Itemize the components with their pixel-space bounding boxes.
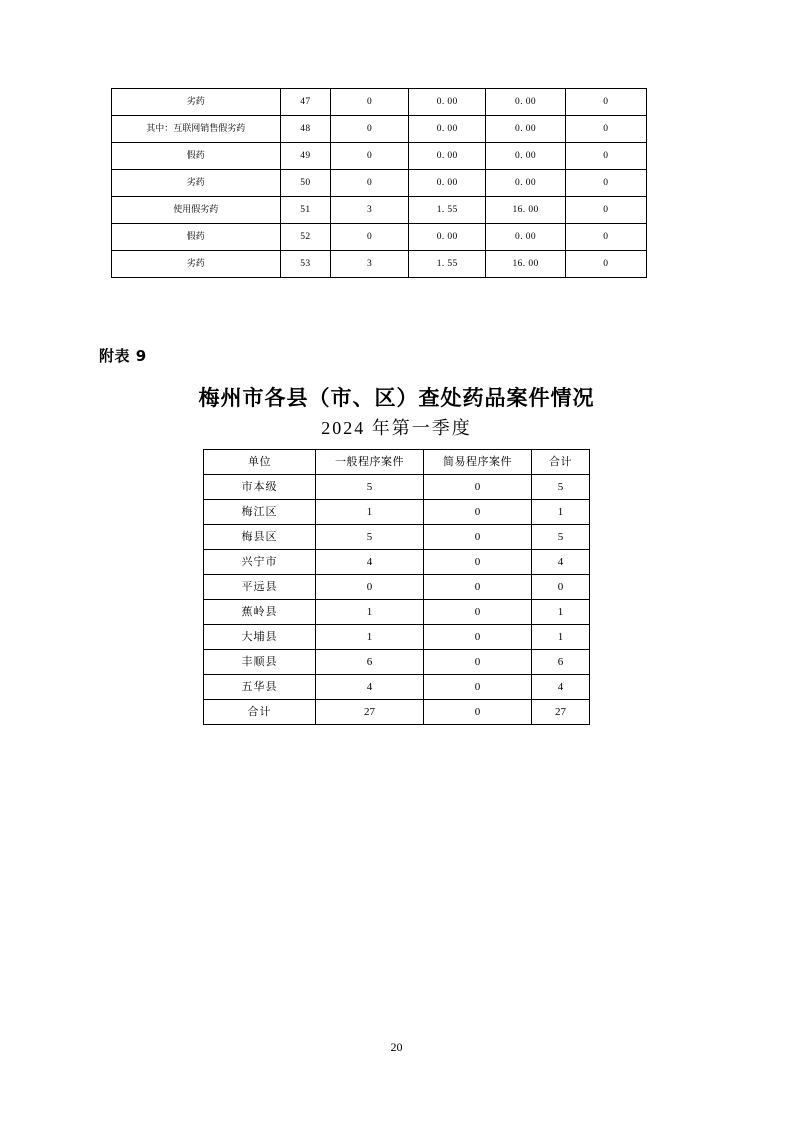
cell-general: 6: [315, 650, 423, 675]
row-index: 47: [280, 89, 331, 116]
cell-unit: 大埔县: [204, 625, 316, 650]
row-label: 假药: [112, 143, 281, 170]
table-header-row: [204, 450, 590, 475]
table-row: [204, 500, 590, 525]
row-count: 3: [331, 197, 409, 224]
cell-unit: 蕉岭县: [204, 600, 316, 625]
row-value-c: 0: [565, 251, 646, 278]
continued-case-table-grid: [111, 88, 647, 278]
cell-simple: 0: [424, 700, 532, 725]
row-value-a: 0. 00: [408, 143, 486, 170]
cell-general: 1: [315, 600, 423, 625]
row-count: 0: [331, 143, 409, 170]
cell-simple: 0: [424, 600, 532, 625]
cell-total: 4: [532, 675, 590, 700]
column-header-general: 一般程序案件: [315, 450, 423, 475]
cell-unit: 梅县区: [204, 525, 316, 550]
cell-total: 1: [532, 625, 590, 650]
table-row: [112, 143, 647, 170]
district-case-table: [203, 449, 590, 725]
cell-total: 6: [532, 650, 590, 675]
cell-simple: 0: [424, 500, 532, 525]
row-index: 52: [280, 224, 331, 251]
cell-total: 1: [532, 600, 590, 625]
cell-simple: 0: [424, 575, 532, 600]
attachment-label: 附表 9: [99, 347, 147, 365]
cell-total: 27: [532, 700, 590, 725]
cell-general: 1: [315, 625, 423, 650]
row-index: 48: [280, 116, 331, 143]
row-value-c: 0: [565, 89, 646, 116]
row-label: 其中：互联网销售假劣药: [112, 116, 281, 143]
row-value-c: 0: [565, 116, 646, 143]
row-value-b: 0. 00: [486, 224, 565, 251]
cell-simple: 0: [424, 650, 532, 675]
cell-unit: 合计: [204, 700, 316, 725]
cell-total: 5: [532, 475, 590, 500]
row-value-c: 0: [565, 170, 646, 197]
row-value-b: 0. 00: [486, 170, 565, 197]
cell-unit: 梅江区: [204, 500, 316, 525]
cell-simple: 0: [424, 550, 532, 575]
row-value-b: 0. 00: [486, 143, 565, 170]
row-value-a: 0. 00: [408, 170, 486, 197]
row-value-c: 0: [565, 224, 646, 251]
column-header-unit: 单位: [204, 450, 316, 475]
cell-general: 0: [315, 575, 423, 600]
row-label: 假药: [112, 224, 281, 251]
row-value-c: 0: [565, 197, 646, 224]
table-row: [112, 197, 647, 224]
row-value-a: 1. 55: [408, 251, 486, 278]
cell-unit: 丰顺县: [204, 650, 316, 675]
row-count: 0: [331, 170, 409, 197]
page-subtitle: 2024 年第一季度: [321, 418, 472, 438]
cell-simple: 0: [424, 525, 532, 550]
row-value-c: 0: [565, 143, 646, 170]
row-value-a: 0. 00: [408, 116, 486, 143]
table-row: [204, 575, 590, 600]
row-label: 劣药: [112, 251, 281, 278]
row-count: 3: [331, 251, 409, 278]
cell-general: 5: [315, 525, 423, 550]
cell-general: 5: [315, 475, 423, 500]
table-row: [112, 116, 647, 143]
cell-total: 0: [532, 575, 590, 600]
cell-unit: 兴宁市: [204, 550, 316, 575]
row-index: 49: [280, 143, 331, 170]
row-value-b: 16. 00: [486, 251, 565, 278]
continued-case-table: [111, 88, 647, 278]
table-row: [204, 525, 590, 550]
row-value-b: 0. 00: [486, 89, 565, 116]
cell-total: 5: [532, 525, 590, 550]
row-value-a: 0. 00: [408, 89, 486, 116]
table-row: [204, 475, 590, 500]
cell-unit: 五华县: [204, 675, 316, 700]
cell-general: 27: [315, 700, 423, 725]
cell-general: 1: [315, 500, 423, 525]
page-title: 梅州市各县（市、区）查处药品案件情况: [198, 386, 595, 410]
row-index: 50: [280, 170, 331, 197]
cell-simple: 0: [424, 475, 532, 500]
row-label: 使用假劣药: [112, 197, 281, 224]
table-row: [112, 89, 647, 116]
district-case-table-grid: [203, 449, 590, 725]
cell-simple: 0: [424, 675, 532, 700]
row-count: 0: [331, 116, 409, 143]
table-row: [204, 600, 590, 625]
table-row: [204, 550, 590, 575]
row-count: 0: [331, 89, 409, 116]
table-row: [112, 251, 647, 278]
table-row: [112, 224, 647, 251]
table-total-row: [204, 700, 590, 725]
row-value-a: 0. 00: [408, 224, 486, 251]
table-row: [112, 170, 647, 197]
column-header-simple: 简易程序案件: [424, 450, 532, 475]
row-value-b: 0. 00: [486, 116, 565, 143]
row-count: 0: [331, 224, 409, 251]
cell-simple: 0: [424, 625, 532, 650]
table-row: [204, 650, 590, 675]
row-value-a: 1. 55: [408, 197, 486, 224]
row-index: 51: [280, 197, 331, 224]
row-label: 劣药: [112, 89, 281, 116]
row-label: 劣药: [112, 170, 281, 197]
cell-unit: 市本级: [204, 475, 316, 500]
cell-total: 1: [532, 500, 590, 525]
page-number: 20: [390, 1040, 403, 1054]
cell-unit: 平远县: [204, 575, 316, 600]
cell-general: 4: [315, 550, 423, 575]
table-row: [204, 625, 590, 650]
table-row: [204, 675, 590, 700]
cell-general: 4: [315, 675, 423, 700]
cell-total: 4: [532, 550, 590, 575]
row-index: 53: [280, 251, 331, 278]
column-header-total: 合计: [532, 450, 590, 475]
row-value-b: 16. 00: [486, 197, 565, 224]
